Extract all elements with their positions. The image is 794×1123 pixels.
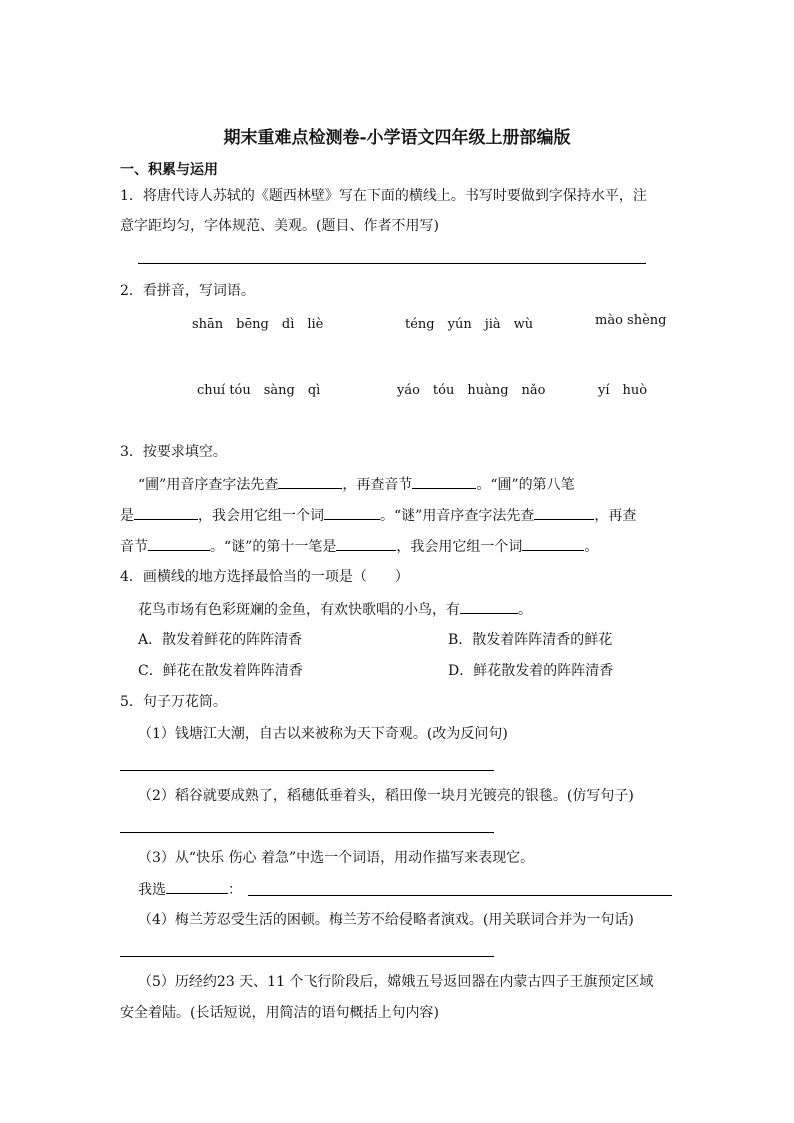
q3-blank-7[interactable]	[336, 536, 396, 551]
q2-prompt: 2．看拼音，写词语。	[120, 283, 255, 299]
q5-sub1-answer-line[interactable]	[120, 770, 494, 771]
q3-text: 。“谜”用音序查字法先查	[380, 508, 535, 524]
q3-text: ，再查音节	[342, 477, 413, 493]
q3-blank-8[interactable]	[522, 536, 584, 551]
page-title: 期末重难点检测卷-小学语文四年级上册部编版	[223, 128, 571, 148]
q4-stem	[138, 599, 532, 620]
q3-prompt: 3．按要求填空。	[120, 444, 227, 460]
q4-option-a[interactable]: A．散发着鲜花的阵阵清香	[138, 632, 303, 648]
q3-text: 音节	[120, 539, 148, 555]
q3-blank-5[interactable]	[534, 505, 594, 520]
q4-blank[interactable]	[460, 599, 518, 614]
section-heading: 一、积累与运用	[120, 162, 218, 178]
pinyin-5: yáo tóu huàng nǎo	[397, 383, 546, 398]
q3-text: 。“谜”的第十一笔是	[210, 539, 337, 555]
q4-option-c[interactable]: C．鲜花在散发着阵阵清香	[138, 663, 303, 679]
q3-line2	[120, 505, 636, 526]
q3-text: “圃”用音序查字法先查	[138, 477, 279, 493]
q4-stem-text: 花鸟市场有色彩斑斓的金鱼，有欢快歌唱的小鸟，有	[138, 602, 460, 618]
q3-text: 。“圃”的第八笔	[476, 477, 575, 493]
pinyin-1: shān bēng dì liè	[192, 317, 324, 332]
q1-line2: 意字距均匀，字体规范、美观。(题目、作者不用写)	[120, 218, 439, 234]
q3-text: ，我会用它组一个词	[396, 539, 523, 555]
q5-sub4-answer-line[interactable]	[120, 956, 494, 957]
q3-text: 是	[120, 508, 134, 524]
pinyin-3: mào shèng	[595, 313, 667, 328]
q5-sub3-choose	[138, 879, 242, 900]
q5-sub3: （3）从“快乐 伤心 着急”中选一个词语，用动作描写来表现它。	[138, 850, 535, 866]
q3-text: ，我会用它组一个词	[198, 508, 324, 524]
q5-prompt: 5．句子万花筒。	[120, 694, 227, 710]
q5-choose-label: 我选	[138, 882, 166, 898]
q4-option-b[interactable]: B．散发着阵阵清香的鲜花	[448, 632, 613, 648]
q5-choose-blank[interactable]	[166, 879, 228, 894]
q3-blank-1[interactable]	[278, 474, 342, 489]
pinyin-6: yí huò	[598, 383, 648, 398]
q3-line3	[120, 536, 598, 557]
q5-sub2: （2）稻谷就要成熟了，稻穗低垂着头，稻田像一块月光镀亮的银毯。(仿写句子)	[138, 788, 634, 804]
pinyin-2: téng yún jià wù	[405, 317, 534, 332]
q3-line1	[138, 474, 575, 495]
q1-answer-line[interactable]	[138, 263, 646, 264]
q4-stem-end: 。	[518, 602, 532, 618]
q3-blank-6[interactable]	[148, 536, 210, 551]
q5-sub5-line1: （5）历经约23 天、11 个飞行阶段后，嫦娥五号返回器在内蒙古四子王旗预定区域	[138, 974, 654, 990]
q5-sub2-answer-line[interactable]	[120, 832, 494, 833]
q3-blank-4[interactable]	[324, 505, 380, 520]
pinyin-4: chuí tóu sàng qì	[197, 383, 321, 398]
q5-choose-colon: ：	[228, 882, 242, 898]
q5-sub5-line2: 安全着陆。(长话短说，用简洁的语句概括上句内容)	[120, 1005, 439, 1021]
q1-line1: 1．将唐代诗人苏轼的《题西林壁》写在下面的横线上。书写时要做到字保持水平，注	[120, 188, 647, 204]
q3-text: 。	[584, 539, 599, 555]
q3-blank-2[interactable]	[412, 474, 476, 489]
q3-text: ，再查	[594, 508, 637, 524]
q5-sub4: （4）梅兰芳忍受生活的困顿。梅兰芳不给侵略者演戏。(用关联词合并为一句话)	[138, 912, 634, 928]
q4-prompt: 4．画横线的地方选择最恰当的一项是（ ）	[120, 569, 409, 585]
q4-option-d[interactable]: D．鲜花散发着的阵阵清香	[448, 663, 614, 679]
q5-sub3-answer-line[interactable]	[248, 895, 672, 896]
q3-blank-3[interactable]	[134, 505, 198, 520]
q5-sub1: （1）钱塘江大潮，自古以来被称为天下奇观。(改为反问句)	[138, 726, 508, 742]
